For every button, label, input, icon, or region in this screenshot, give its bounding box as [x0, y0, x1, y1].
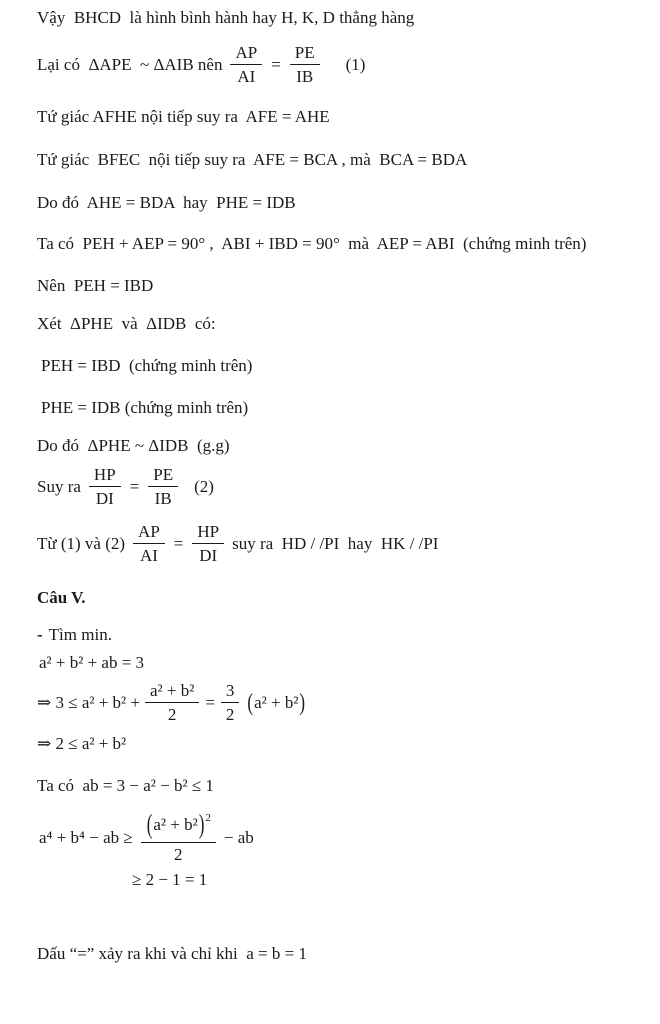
- equation-line-ratio-2: [37, 464, 646, 509]
- find-min-label: Tìm min.: [48, 625, 112, 644]
- fraction-denominator: DI: [95, 489, 114, 508]
- equals-sign: =: [271, 54, 281, 74]
- fraction-denominator: 2: [174, 845, 183, 864]
- text-line-bfec-cyclic: Tứ giác BFEC nội tiếp suy ra AFE = BCA , mà BCA = BDA: [37, 150, 468, 169]
- equation-prefix: Từ (1) và (2): [37, 533, 126, 553]
- text-line-find-min: [37, 624, 646, 646]
- text-line-conclusion-bhcd: Vậy BHCD là hình bình hành hay H, K, D thẳng hàng: [37, 8, 415, 27]
- fraction-numerator: AP: [133, 521, 165, 544]
- exponent: 2: [205, 812, 211, 824]
- fraction: [89, 464, 121, 509]
- fraction-denominator: DI: [199, 546, 218, 565]
- fraction-numerator: [141, 810, 216, 843]
- equation-suffix: suy ra HD / /PI hay HK / /PI: [232, 533, 439, 553]
- fraction-denominator: AI: [237, 67, 256, 86]
- fraction: [141, 810, 216, 865]
- equation-line-parallel-conclusion: [37, 521, 646, 566]
- fraction-numerator: PE: [148, 464, 178, 487]
- equals-sign: =: [173, 533, 184, 553]
- text-line-final-bound: ≥ 2 − 1 = 1: [132, 870, 208, 889]
- fraction: [192, 521, 224, 566]
- fraction: [133, 521, 165, 566]
- equation-suffix: − ab: [223, 827, 254, 847]
- parenthesized-term: [246, 688, 306, 716]
- fraction: [221, 680, 240, 725]
- fraction-numerator: HP: [192, 521, 224, 544]
- text-line-afhe-cyclic: Tứ giác AFHE nội tiếp suy ra AFE = AHE: [37, 107, 330, 126]
- text-line-peh-ibd: Nên PEH = IBD: [37, 276, 154, 295]
- equation-line-a4-b4-inequality: [39, 810, 646, 865]
- equation-tag: (2): [194, 476, 214, 496]
- text-line-peh-ibd-proved: PEH = IBD (chứng minh trên): [41, 356, 253, 375]
- fraction: [230, 42, 262, 87]
- fraction-denominator: IB: [154, 489, 172, 508]
- fraction-denominator: 2: [167, 705, 177, 724]
- fraction: [148, 464, 178, 509]
- math-solution-page: [0, 7, 660, 965]
- equation-prefix: Lại có ΔAPE ~ ΔAIB nên: [37, 54, 223, 74]
- fraction: [290, 42, 320, 87]
- fraction-numerator: PE: [290, 42, 320, 65]
- text-line-ahe-bda: Do đó AHE = BDA hay PHE = IDB: [37, 193, 296, 212]
- open-paren: (: [146, 809, 153, 840]
- text-line-given-equation: a² + b² + ab = 3: [39, 653, 145, 672]
- fraction-numerator: a² + b²: [145, 680, 199, 703]
- fraction-numerator: AP: [230, 42, 262, 65]
- open-paren: (: [247, 688, 254, 716]
- equals-sign: =: [129, 476, 140, 496]
- list-dash: -: [37, 625, 43, 644]
- text-line-angle-sums: Ta có PEH + AEP = 90° , ABI + IBD = 90° mà AEP = ABI (chứng minh trên): [37, 234, 587, 253]
- equation-prefix: ⇒ 3 ≤ a² + b² +: [37, 692, 140, 712]
- equation-line-similar-ape-aib: [37, 42, 646, 87]
- text-line-consider-triangles: Xét ΔPHE và ΔIDB có:: [37, 314, 216, 333]
- close-paren: ): [299, 688, 306, 716]
- text-line-similar-gg: Do đó ΔPHE ~ ΔIDB (g.g): [37, 436, 230, 455]
- section-heading-cau-v: Câu V.: [37, 588, 86, 607]
- equation-line-inequality-derivation: [37, 680, 646, 725]
- paren-body: a² + b²: [153, 815, 198, 834]
- text-line-phe-idb-proved: PHE = IDB (chứng minh trên): [41, 398, 249, 417]
- equation-prefix: Suy ra: [37, 476, 81, 496]
- paren-body: a² + b²: [254, 692, 299, 712]
- fraction-numerator: HP: [89, 464, 121, 487]
- text-line-equality-condition: Dấu “=” xảy ra khi và chỉ khi a = b = 1: [37, 944, 307, 963]
- equals-sign: =: [205, 692, 215, 712]
- text-line-inequality-2: ⇒ 2 ≤ a² + b²: [37, 734, 127, 753]
- fraction-denominator: 2: [225, 705, 235, 724]
- fraction-numerator: 3: [221, 680, 240, 703]
- equation-tag: (1): [345, 54, 366, 74]
- fraction: [145, 680, 199, 725]
- text-line-ab-bound: Ta có ab = 3 − a² − b² ≤ 1: [37, 776, 214, 795]
- equation-prefix: a⁴ + b⁴ − ab ≥: [39, 827, 133, 847]
- fraction-denominator: AI: [139, 546, 158, 565]
- close-paren: ): [198, 809, 205, 840]
- fraction-denominator: IB: [296, 67, 314, 86]
